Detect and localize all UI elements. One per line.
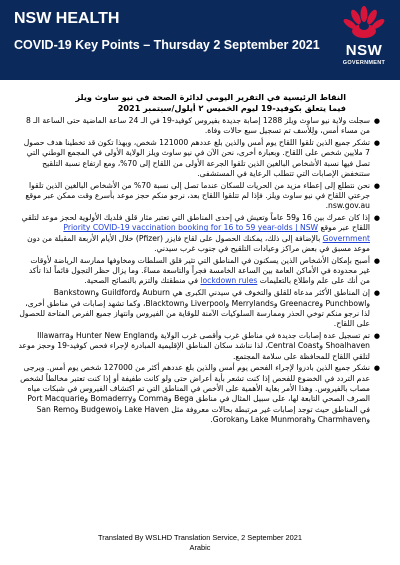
- key-points-list: [18, 116, 384, 425]
- key-point-text: نحن نتطلع إلى إعطاء مزيد من الحريات للسكان عندما تصل إلى نسبة 70% من الأشخاص البالغين الذين تلقوا جرعتي اللقاح في نيو ساوث ويلز. فإذا لم تتلقوا اللقاح بعد، نرجو منكم حجز موعد بأسرع وقت ممكن عبر موقع nsw.gov.au.: [25, 180, 370, 211]
- bullet-icon: ●: [373, 181, 380, 190]
- bullet-icon: ●: [373, 117, 380, 125]
- logo-wordmark: NSW: [345, 42, 383, 59]
- document-title-line: النقاط الرئيسية في التقرير اليومي لدائرة الصحة في نيو ساوث ويلز: [75, 92, 346, 102]
- language-label: Arabic: [189, 542, 211, 552]
- key-point-text: أصبح بإمكان الأشخاص الذين يسكنون في المناطق التي تثير قلق السلطات ومخاوفها ممارسة الرياضة لأوقات غير محدودة في الأماكن العامة بين الساعة الخامسة فجراً والتاسعة مساءً. وما يزال حظر التجول قائماً لذا تأكد من أنك على علم واطلاع بالتعليمات: [28, 255, 370, 286]
- key-point-item: [18, 213, 380, 254]
- key-point-text: تم تسجيل عدة إصابات جديدة في مناطق غرب وأقصى غرب الولاية وHunter New England وIllawarra Shoalhaven وCentral Coast، لذا نناشد سكان المناطق الإقليمية المبادرة لإجراء فحص كوفيد-19 وحجز موعد لتلقي اللقاح للمحافظة على سلامة المجتمع.: [18, 330, 370, 361]
- bullet-icon: ●: [373, 289, 380, 298]
- key-point-text: تشكر جميع الذين تلقوا اللقاح يوم أمس والذين بلغ عددهم 121000 شخص، وبهذا تكون قد تخطينا هدف حصول 7 ملايين شخص على اللقاح. وبعبارة أخرى، نحن الآن في نيو ساوث ويلز الولاية الأولى في المجمع الوطني التي تصل فيها نسبة الأشخاص البالغين الذين تلقوا الجرعة الأولى من اللقاح إلى 70%، ومع ارتفاع نسبة التلقيح ستنخفض الإصابات التي تتطلب الرعاية في المستشفى.: [23, 138, 370, 178]
- key-point-item: [18, 363, 380, 425]
- key-point-item: [18, 180, 380, 212]
- key-point-text: إن المناطق الأكثر مدعاة للقلق والتخوف في سيدني الكبرى هي Auburn وGuildford وBankstown وPunchbowl وGreenacre وMerrylands وLiverpool وBlacktown، وكما تشهد إصابات في مناطق أخرى، لذا نرجو منكم توخي الحذر وممارسة السلوكيات الآمنة للوقاية من الفيروس وانتهاز جميع الفرص المتاحة للحصول على اللقاح.: [19, 288, 370, 329]
- header-banner: [0, 0, 400, 80]
- bullet-icon: ●: [373, 139, 380, 148]
- key-point-text: نشكر جميع الذين بادروا لإجراء الفحص يوم أمس والذين بلغ عددهم أكثر من 127000 شخص يوم أمس. ويرجى عدم التردد في الخضوع للفحص إذا كنت تشعر بأية أعراض حتى ولو كانت طفيفة أو إذا كنت تعتبر مخالطاً لشخص مصاب بالفيروس. وهذا الأمر بغاية الأهمية على الأخص في المناطق التي تم اكتشاف الفيروس في شبكات مياه الصرف الصحي التابعة لها، على سبيل المثال في مناطق Bega وComma وBomaderry وPort Macquarie في المناطق حيث توجد إصابات غير مرتبطة بحالات معروفة مثل Lake Haven وBudgewoi وSan Remo وCharmhaven وLake Munmorah وGorokan.: [20, 363, 370, 424]
- key-point-item: [18, 330, 380, 362]
- main-content: [18, 92, 384, 502]
- lockdown-rules-link[interactable]: lockdown rules: [200, 276, 258, 286]
- bullet-icon: ●: [373, 364, 380, 373]
- key-point-text: سجلت ولاية نيو ساوث ويلز 1288 إصابة جديدة بفيروس كوفيد-19 في الـ 24 ساعة الماضية حتى الساعة الـ 8 من مساء أمس، ولِلأسف تم تسجيل سبع حالات وفاة.: [26, 116, 370, 136]
- document-title-line: فيما يتعلق بكوفيد-19 ليوم الخميس ٢ أيلول/سبتمبر 2021: [117, 102, 346, 113]
- nsw-government-logo: [340, 6, 388, 76]
- key-point-text: في منطقتك والتزم بالنصائح الصحية.: [84, 276, 201, 286]
- logo-government-label: GOVERNMENT: [342, 60, 386, 66]
- bullet-icon: ●: [373, 331, 380, 340]
- waratah-flower-icon: [340, 6, 388, 44]
- bullet-icon: ●: [373, 256, 380, 265]
- document-title: [18, 92, 384, 113]
- header-title: NSW HEALTH: [14, 10, 120, 27]
- key-point-text: إذا كان عمرك بين 16 و59 عاماً وتعيش في إحدى المناطق التي تعتبر مثار قلق فلديك الأولوية لحجز موعد لتلقي اللقاح عبر موقع: [21, 213, 370, 233]
- key-point-item: [18, 116, 380, 137]
- header-subtitle: COVID-19 Key Points – Thursday 2 September 2021: [14, 38, 320, 52]
- key-point-item: [18, 288, 380, 329]
- bullet-icon: ●: [373, 214, 380, 223]
- key-point-item: [18, 255, 380, 287]
- translation-credit: Translated By WSLHD Translation Service, 2 September 2021: [98, 533, 302, 542]
- footer: [0, 533, 400, 552]
- key-point-item: [18, 138, 380, 179]
- priority-booking-link[interactable]: Priority COVID-19 vaccination booking for 16 to 59 year-olds | NSW Government: [63, 223, 370, 243]
- key-point-text: بالإضافة إلى ذلك، يمكنك الحصول على لقاح فايزر (Pfizer) خلال الأيام الأربعة المقبلة من دون موعد مسبق في بعض مراكز وعيادات التلقيح في جنوب غرب سيدني.: [27, 233, 370, 254]
